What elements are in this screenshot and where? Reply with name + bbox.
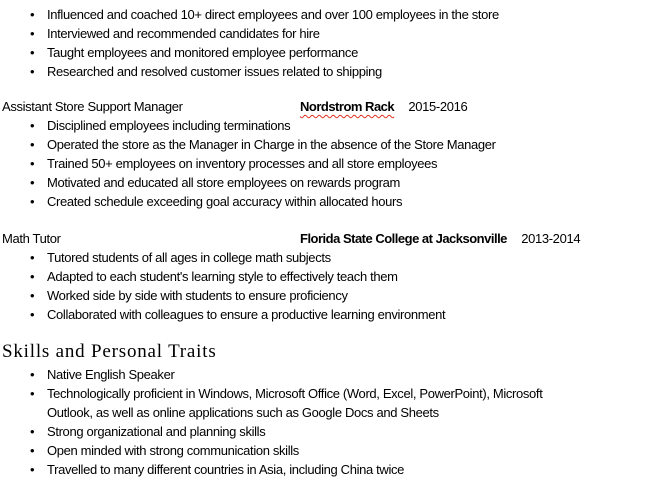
list-item[interactable]: • Taught employees and monitored employee performance [30, 43, 582, 62]
job-header-assistant-store-support-manager [2, 97, 650, 116]
skills-bullet-list [30, 365, 582, 479]
list-item[interactable]: • Created schedule exceeding goal accuracy within allocated hours [30, 192, 582, 211]
list-item[interactable]: • Native English Speaker [30, 365, 582, 384]
section-heading-skills[interactable]: Skills and Personal Traits [2, 341, 217, 362]
list-item[interactable]: • Operated the store as the Manager in Charge in the absence of the Store Manager [30, 135, 582, 154]
list-item[interactable]: • Influenced and coached 10+ direct employees and over 100 employees in the store [30, 5, 582, 24]
continuation-bullet-list [30, 5, 582, 81]
list-item[interactable]: • Tutored students of all ages in college math subjects [30, 248, 582, 267]
list-item[interactable]: • Worked side by side with students to ensure proficiency [30, 286, 582, 305]
job-title[interactable]: Assistant Store Support Manager [2, 99, 183, 114]
list-item[interactable]: • Adapted to each student's learning style to effectively teach them [30, 267, 582, 286]
list-item[interactable]: • Travelled to many different countries in Asia, including China twice [30, 460, 582, 479]
list-item[interactable]: • Open minded with strong communication skills [30, 441, 582, 460]
job-company[interactable]: Nordstrom Rack [300, 99, 395, 114]
job-dates[interactable]: 2013-2014 [521, 231, 581, 246]
job-company-dates [300, 97, 467, 116]
job-bullet-list [30, 116, 582, 211]
list-item[interactable]: • Strong organizational and planning skills [30, 422, 582, 441]
list-item[interactable]: • Interviewed and recommended candidates for hire [30, 24, 582, 43]
list-item[interactable]: • Disciplined employees including terminations [30, 116, 582, 135]
job-header-math-tutor [2, 229, 650, 248]
job-title[interactable]: Math Tutor [2, 231, 61, 246]
list-item[interactable]: • Technologically proficient in Windows, Microsoft Office (Word, Excel, PowerPoint), Microsoft Outlook, as well as online applications such as Google Docs and Sheets [30, 384, 582, 422]
job-company[interactable]: Florida State College at Jacksonville [300, 231, 507, 246]
job-bullet-list [30, 248, 582, 324]
job-company-dates [300, 229, 580, 248]
list-item[interactable]: • Collaborated with colleagues to ensure a productive learning environment [30, 305, 582, 324]
list-item[interactable]: • Trained 50+ employees on inventory processes and all store employees [30, 154, 582, 173]
list-item[interactable]: • Motivated and educated all store employees on rewards program [30, 173, 582, 192]
list-item[interactable]: • Researched and resolved customer issues related to shipping [30, 62, 582, 81]
job-dates[interactable]: 2015-2016 [408, 99, 468, 114]
